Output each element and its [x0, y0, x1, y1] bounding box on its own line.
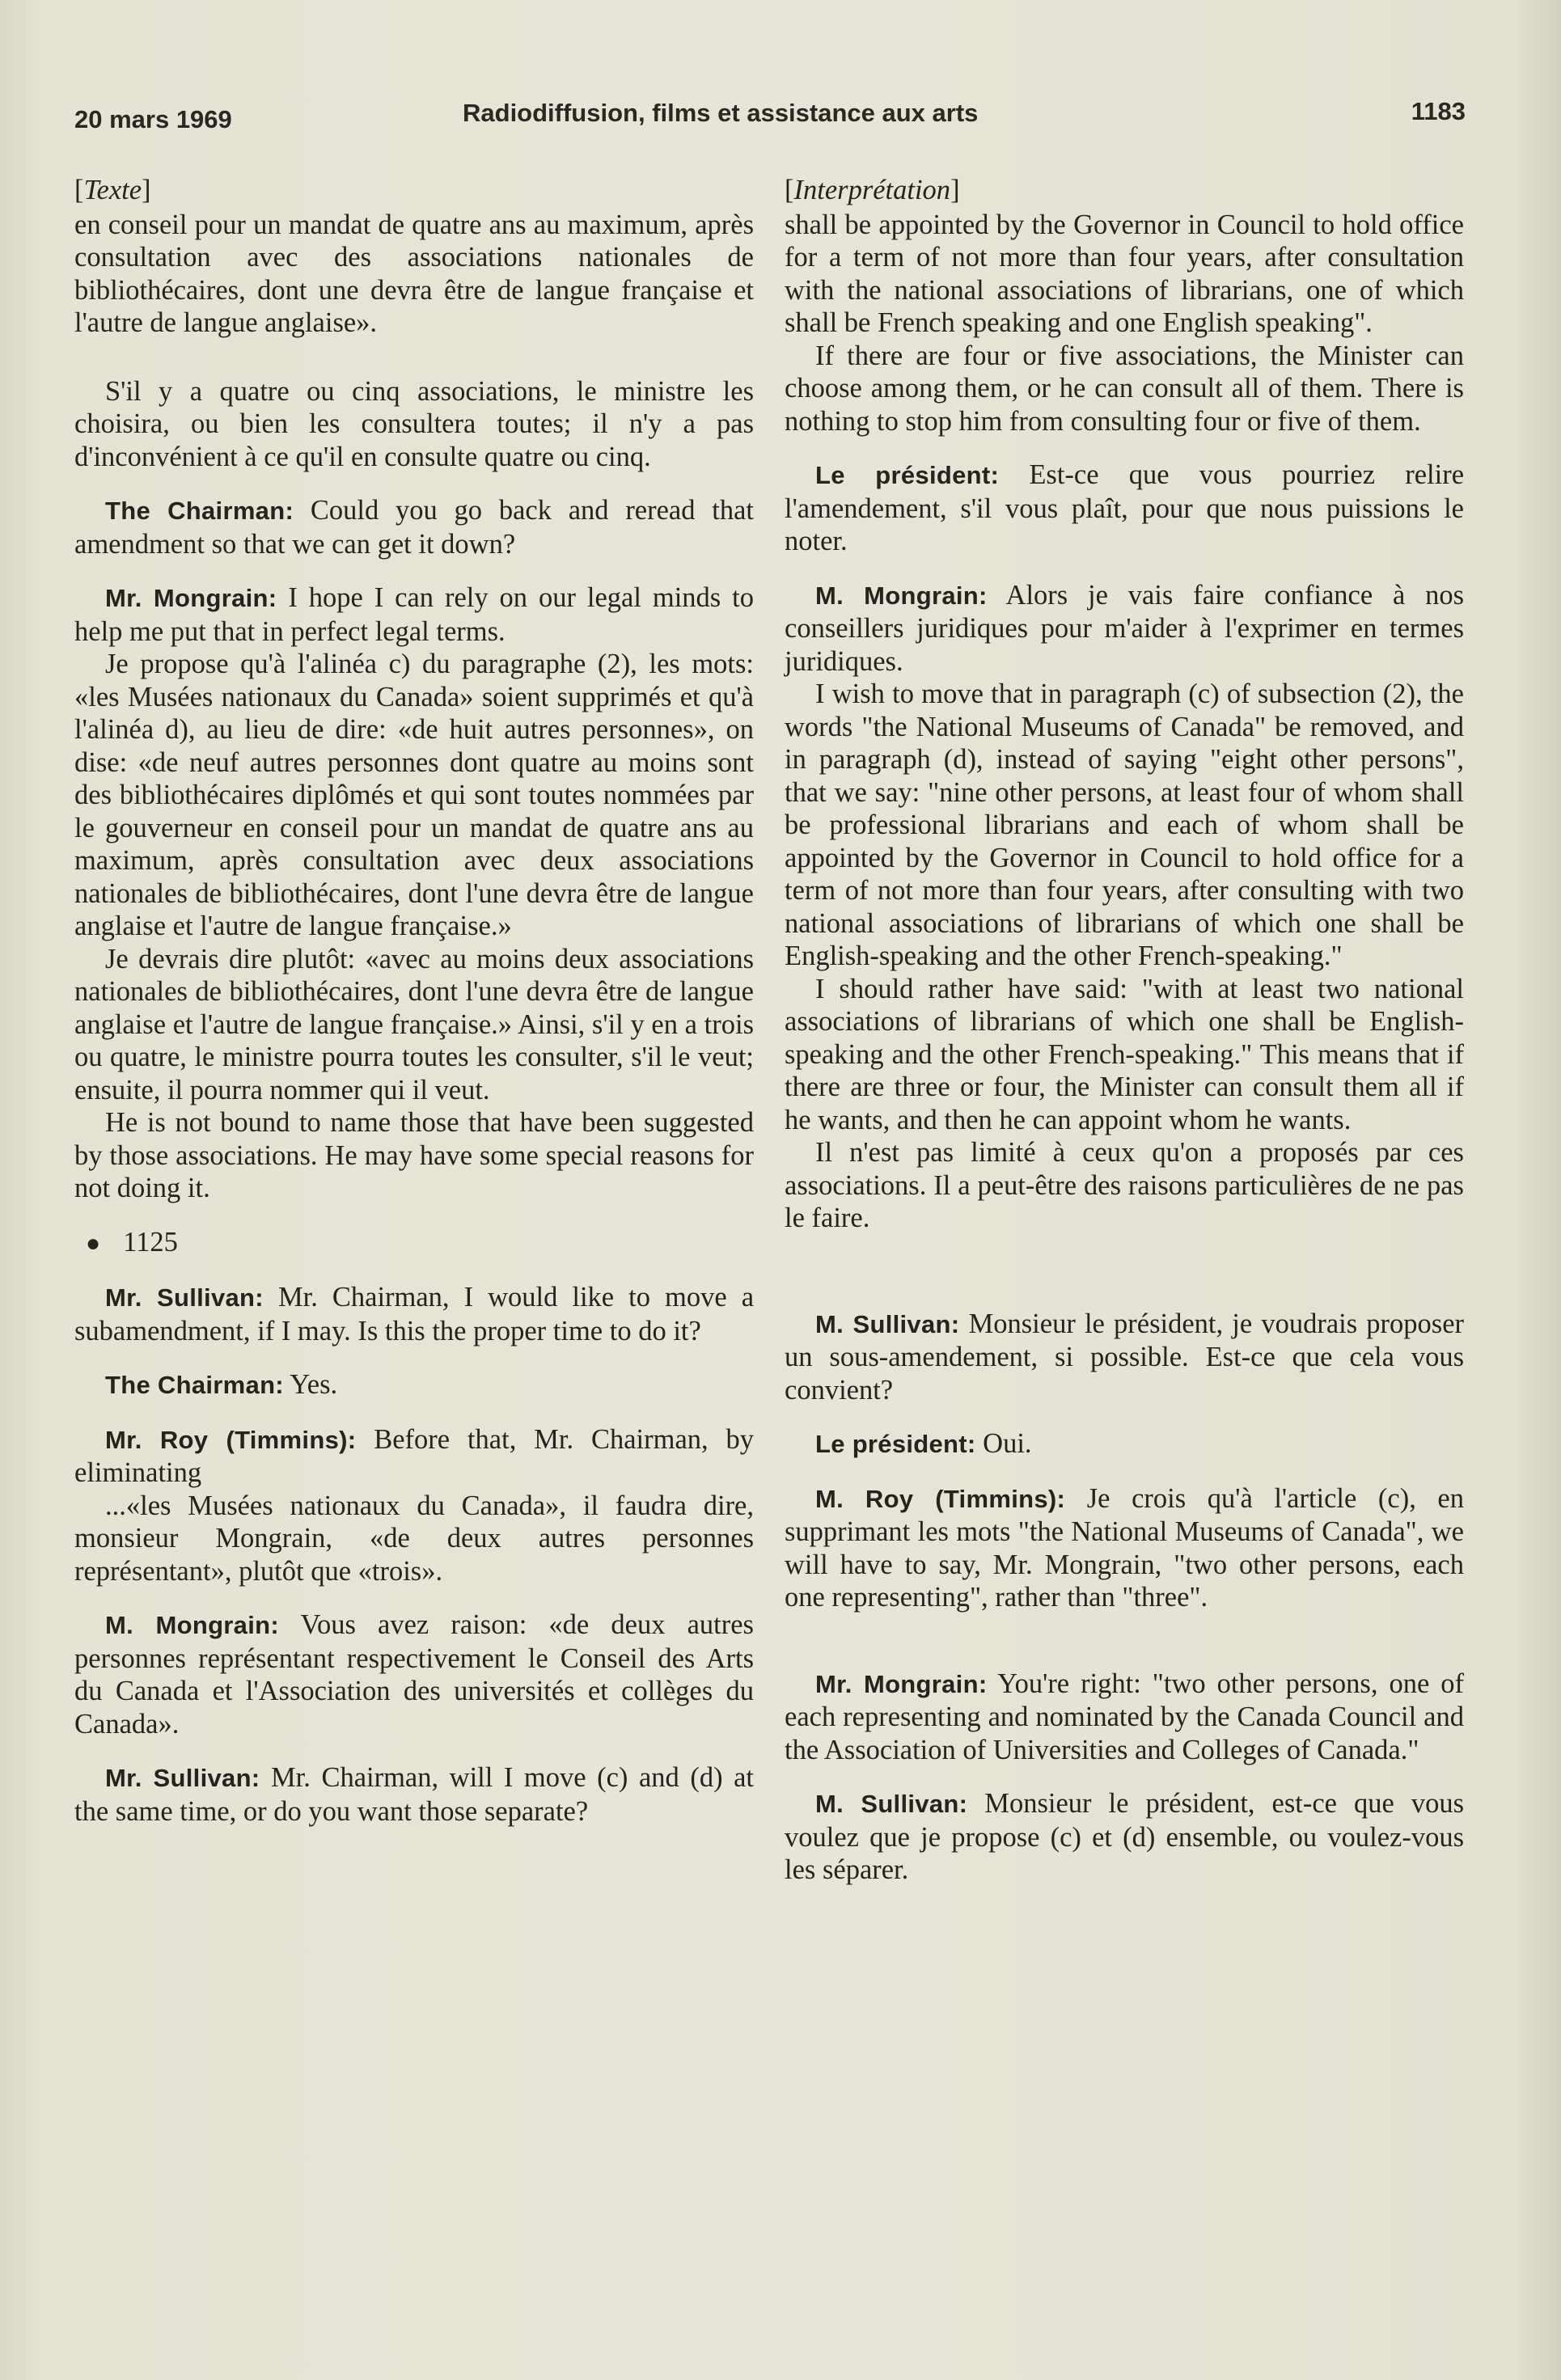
speech [74, 1368, 754, 1402]
speech-text: Mr. Chairman, will I move (c) and (d) at the same time, or do you want those separate? [74, 1762, 755, 1827]
speaker-name: Le président: [815, 1430, 976, 1458]
right-column [785, 174, 1464, 1908]
speech-text: Before that, Mr. Chairman, by eliminating [74, 1423, 755, 1488]
paragraph: S'il y a quatre ou cinq associations, le ministre les choisira, ou bien les consultera toutes; il n'y a pas d'inconvénient à ce qu'il en consulte quatre ou cinq. [74, 375, 754, 472]
paragraph: If there are four or five associations, the Minister can choose among them, or he can consult all of them. There is nothing to stop him from consulting four or five of them. [785, 340, 1464, 437]
speaker-name: M. Mongrain: [815, 581, 988, 610]
speaker-name: Mr. Sullivan: [105, 1764, 260, 1792]
column-tag-texte: [Texte] [74, 175, 151, 205]
paragraph: Je devrais dire plutôt: «avec au moins deux associations nationales de bibliothécaires, dont l'une devra être de langue anglaise et l'autre de langue française.» Ainsi, s'il y en a trois ou quatre, le ministre pourra toutes les consulter, s'il le veut; ensuite, il pourra nommer qui il veut. [74, 943, 754, 1105]
speech [74, 581, 754, 648]
paragraph: I wish to move that in paragraph (c) of subsection (2), the words "the National Museums of Canada" be removed, and in paragraph (d), instead of saying "eight other persons", that we say: "nine other persons, at least four of whom shall be professional librarians and each of whom shall be appointed by the Governor in Council to hold office for a term of not more than four years, after consulting with two national associations of librarians of which one shall be English-speaking and the other French-speaking." [785, 678, 1464, 971]
paragraph: I should rather have said: "with at least two national associations of librarians of which one shall be English-speaking and the other French-speaking." This means that if there are three or four, the Minister can consult them all if he wants, and then he can appoint whom he wants. [785, 973, 1464, 1135]
speaker-name: Mr. Sullivan: [105, 1283, 264, 1312]
speech-text: Monsieur le président, je voudrais proposer un sous-amendement, si possible. Est-ce que cela vous convient? [785, 1308, 1465, 1406]
speech [74, 1609, 754, 1740]
time-mark [86, 1226, 754, 1261]
speech-text: Yes. [290, 1369, 338, 1400]
speech [785, 579, 1464, 678]
time-mark-value: 1125 [123, 1226, 178, 1258]
speaker-name: The Chairman: [105, 497, 294, 525]
speech [74, 494, 754, 560]
header-date: 20 mars 1969 [74, 105, 232, 133]
column-tag-interpretation: [Interprétation] [785, 175, 960, 205]
speech-text: Est-ce que vous pourriez relire l'amendement, s'il vous plaît, pour que nous puissions le noter. [785, 459, 1465, 556]
speech [785, 459, 1464, 558]
paragraph: ...«les Musées nationaux du Canada», il faudra dire, monsieur Mongrain, «de deux autres personnes représentant», plutôt que «trois». [74, 1490, 754, 1587]
speech-text: Oui. [983, 1428, 1032, 1459]
speaker-name: M. Roy (Timmins): [815, 1484, 1066, 1513]
speech [74, 1281, 754, 1347]
speech [785, 1787, 1464, 1887]
speech-text: You're right: "two other persons, one of each representing and nominated by the Canada Council and the Association of Universities and Colleges of Canada." [785, 1668, 1464, 1765]
paragraph: He is not bound to name those that have been suggested by those associations. He may have some special reasons for not doing it. [74, 1107, 754, 1203]
speaker-name: Mr. Mongrain: [815, 1669, 988, 1698]
tag-label: Interprétation [793, 175, 951, 205]
speaker-name: The Chairman: [105, 1371, 284, 1399]
speech-text: Je crois qu'à l'article (c), en supprimant les mots "the National Museums of Canada", we will have to say, Mr. Mongrain, "two other persons, each one representing", rather than "three". [785, 1482, 1464, 1613]
page-number: 1183 [1411, 97, 1466, 125]
speech [74, 1761, 754, 1828]
speech [785, 1427, 1464, 1461]
bullet-icon: ● [86, 1229, 101, 1257]
speech-text: Vous avez raison: «de deux autres personnes représentant respectivement le Conseil des Arts du Canada et l'Association des universités et collèges du Canada». [74, 1609, 754, 1740]
paragraph: en conseil pour un mandat de quatre ans au maximum, après consultation avec des associations nationales de bibliothécaires, dont une devra être de langue française et l'autre de langue anglaise». [74, 209, 754, 338]
speaker-name: Le président: [815, 461, 1000, 489]
speech [74, 1423, 754, 1490]
paragraph: Je propose qu'à l'alinéa c) du paragraphe (2), les mots: «les Musées nationaux du Canada» soient supprimés et qu'à l'alinéa d), au lieu de dire: «de huit autres personnes», on dise: «de neuf autres personnes dont quatre au moins sont des bibliothécaires diplômés et qui sont toutes nommées par le gouverneur en conseil pour un mandat de quatre ans au maximum, après consultation avec deux associations nationales de bibliothécaires, dont l'une devra être de langue anglaise et l'autre de langue française.» [74, 649, 754, 941]
speaker-name: Mr. Mongrain: [105, 584, 277, 612]
speaker-name: Mr. Roy (Timmins): [105, 1425, 357, 1454]
speaker-name: M. Sullivan: [815, 1790, 968, 1818]
paragraph: Il n'est pas limité à ceux qu'on a proposés par ces associations. Il a peut-être des raisons particulières de ne pas le faire. [785, 1137, 1464, 1233]
speech-text: Could you go back and reread that amendment so that we can get it down? [74, 495, 754, 560]
speech [785, 1482, 1464, 1614]
speech [785, 1668, 1464, 1767]
paragraph: shall be appointed by the Governor in Council to hold office for a term of not more than four years, after consultation with the national associations of librarians, one of which shall be French speaking and one English speaking". [785, 209, 1464, 338]
speech [785, 1308, 1464, 1407]
speech-text: Monsieur le président, est-ce que vous voulez que je propose (c) et (d) ensemble, ou voulez-vous les séparer. [785, 1788, 1465, 1885]
speaker-name: M. Sullivan: [815, 1309, 960, 1338]
speech-text: Mr. Chairman, I would like to move a subamendment, if I may. Is this the proper time to do it? [74, 1282, 755, 1346]
speech-text: Alors je vais faire confiance à nos conseillers juridiques pour m'aider à l'exprimer en termes juridiques. [785, 579, 1464, 677]
tag-label: Texte [83, 175, 142, 205]
header-title: Radiodiffusion, films et assistance aux arts [463, 99, 979, 127]
page-header [74, 87, 1466, 136]
speaker-name: M. Mongrain: [105, 1611, 279, 1639]
speech-text: I hope I can rely on our legal minds to help me put that in perfect legal terms. [74, 582, 754, 647]
left-column [74, 174, 754, 1849]
